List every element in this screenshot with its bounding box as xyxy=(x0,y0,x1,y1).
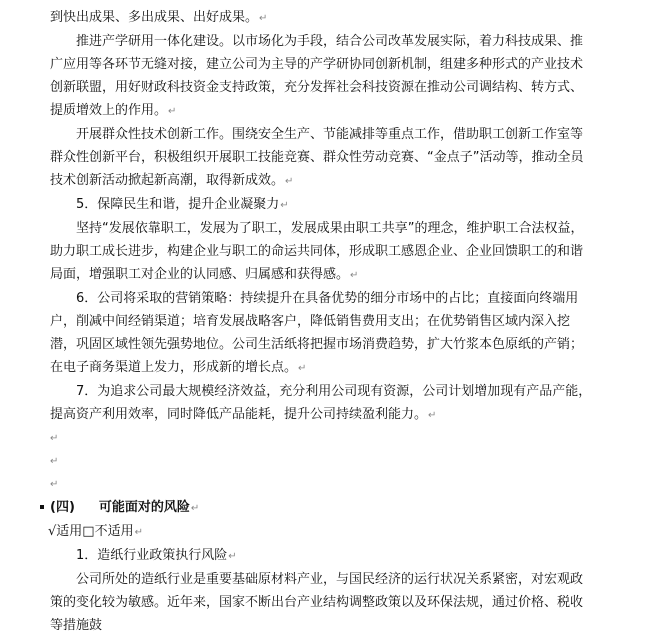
paragraph-4: 坚持“发展依靠职工，发展为了职工，发展成果由职工共享”的理念，维护职工合法权益，助力职工成长进步，构建企业与职工的命运共同体，形成职工感恩企业、企业回馈职工的和谐局面，增强职工对企业的认同感、归属感和获得感。↵ xyxy=(50,221,584,282)
empty-paragraph: ↵ xyxy=(50,433,59,444)
section-heading xyxy=(50,496,595,520)
paragraph-mark: ↵ xyxy=(168,106,177,117)
subheading-5: 5．保障民生和谐，提升企业凝聚力↵ xyxy=(76,197,289,212)
bullet-marker-icon xyxy=(40,505,44,509)
paragraph-mark: ↵ xyxy=(134,527,143,538)
paragraph-mark: ↵ xyxy=(285,176,294,187)
paragraph-2: 开展群众性技术创新工作。围绕安全生产、节能减排等重点工作，借助职工创新工作室等群众性创新平台，积极组织开展职工技能竞赛、群众性劳动竞赛、“金点子”活动等，推动全员技术创新活动掀起新高潮，取得新成效。↵ xyxy=(50,127,584,188)
paragraph-mark: ↵ xyxy=(190,503,200,514)
empty-paragraph: ↵ xyxy=(50,456,59,467)
empty-paragraph: ↵ xyxy=(50,479,59,490)
applicability-options: √适用□不适用↵ xyxy=(48,524,143,539)
paragraph-mark: ↵ xyxy=(298,363,307,374)
section-number: (四) xyxy=(50,500,75,515)
section-title: 可能面对的风险 xyxy=(98,500,190,515)
paragraph-0: 到快出成果、多出成果、出好成果。↵ xyxy=(50,10,268,25)
paragraph-6: 7．为追求公司最大规模经济效益，充分利用公司现有资源，公司计划增加现有产品产能，提高资产利用效率，同时降低产品能耗，提升公司持续盈利能力。↵ xyxy=(50,384,592,422)
risk-item-title: 1．造纸行业政策执行风险↵ xyxy=(76,548,237,563)
paragraph-mark: ↵ xyxy=(428,410,437,421)
risk-paragraph: 公司所处的造纸行业是重要基础原材料产业，与国民经济的运行状况关系紧密，对宏观政策的变化较为敏感。近年来，国家不断出台产业结构调整政策以及环保法规，通过价格、税收等措施鼓 xyxy=(50,572,584,633)
paragraph-mark: ↵ xyxy=(259,13,268,24)
paragraph-mark: ↵ xyxy=(280,200,289,211)
paragraph-5: 6．公司将采取的营销策略：持续提升在具备优势的细分市场中的占比；直接面向终端用户，削减中间经销渠道；培育发展战略客户，降低销售费用支出；在优势销售区域内深入挖潜，巩固区域性领先强势地位。公司生活纸将把握市场消费趋势，扩大竹浆本色原纸的产销；在电子商务渠道上发力，形成新的增长点。↵ xyxy=(50,291,584,375)
paragraph-mark: ↵ xyxy=(228,551,237,562)
paragraph-1: 推进产学研用一体化建设。以市场化为手段，结合公司改革发展实际，着力科技成果、推广应用等各环节无缝对接，建立公司为主导的产学研协同创新机制，组建多种形式的产业技术创新联盟，用好财政科技资金支持政策，充分发挥社会科技资源在推动公司调结构、转方式、提质增效上的作用。↵ xyxy=(50,34,584,118)
paragraph-mark: ↵ xyxy=(350,270,359,281)
